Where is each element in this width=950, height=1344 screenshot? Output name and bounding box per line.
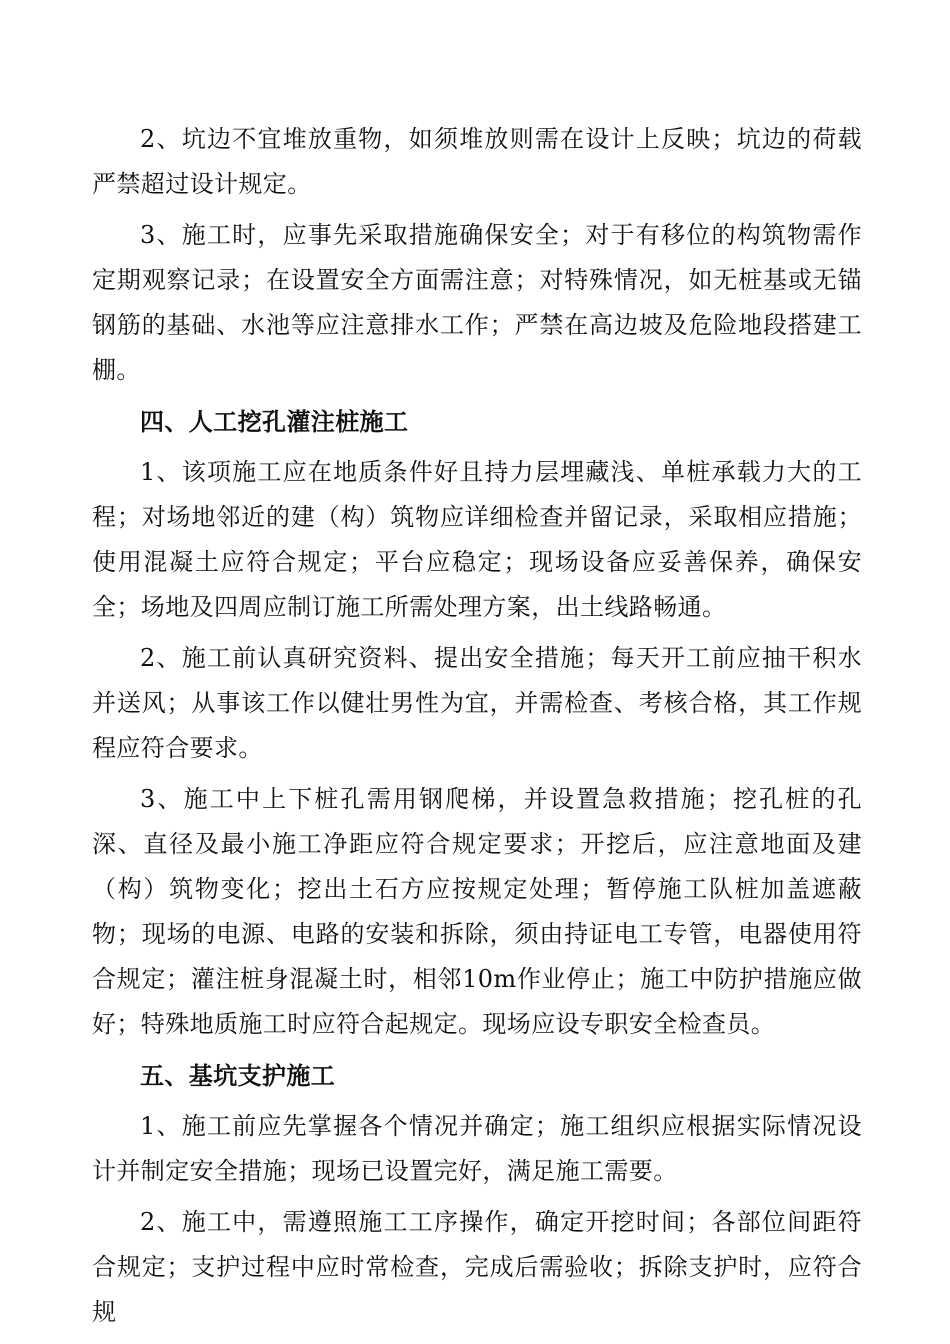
paragraph-support-preparation: 1、施工前应先掌握各个情况并确定；施工组织应根据实际情况设计并制定安全措施；现场已设置完好，满足施工需要。 — [92, 1112, 862, 1185]
paragraph-pit-edge-loading: 2、坑边不宜堆放重物，如须堆放则需在设计上反映；坑边的荷载严禁超过设计规定。 — [92, 125, 862, 198]
heading-foundation-pit-support: 五、基坑支护施工 — [140, 1061, 336, 1090]
paragraph-pile-site-conditions: 1、该项施工应在地质条件好且持力层埋藏浅、单桩承载力大的工程；对场地邻近的建（构）筑物应详细检查并留记录，采取相应措施；使用混凝土应符合规定；平台应稳定；现场设备应妥善保养，确保安全；场地及四周应制订施工所需处理方案，出土线路畅通。 — [92, 458, 862, 621]
document-body — [92, 117, 862, 1335]
paragraph-pile-during-construction: 3、施工中上下桩孔需用钢爬梯，并设置急救措施；挖孔桩的孔深、直径及最小施工净距应符合规定要求；开挖后，应注意地面及建（构）筑物变化；挖出土石方应按规定处理；暂停施工队桩加盖遮蔽物；现场的电源、电路的安装和拆除，须由持证电工专管，电器使用符合规定；灌注桩身混凝土时，相邻10m作业停止；施工中防护措施应做好；特殊地质施工时应符合起规定。现场应设专职安全检查员。 — [92, 785, 862, 1038]
paragraph-pile-preparation: 2、施工前认真研究资料、提出安全措施；每天开工前应抽干积水并送风；从事该工作以健壮男性为宜，并需检查、考核合格，其工作规程应符合要求。 — [92, 644, 862, 762]
paragraph-construction-safety-measures: 3、施工时，应事先采取措施确保安全；对于有移位的构筑物需作定期观察记录；在设置安全方面需注意；对特殊情况，如无桩基或无锚钢筋的基础、水池等应注意排水工作；严禁在高边坡及危险地段搭建工棚。 — [92, 221, 862, 384]
paragraph-support-during-construction: 2、施工中，需遵照施工工序操作，确定开挖时间；各部位间距符合规定；支护过程中应时常检查，完成后需验收；拆除支护时，应符合规 — [92, 1208, 862, 1326]
heading-manual-bored-pile: 四、人工挖孔灌注桩施工 — [140, 407, 409, 436]
